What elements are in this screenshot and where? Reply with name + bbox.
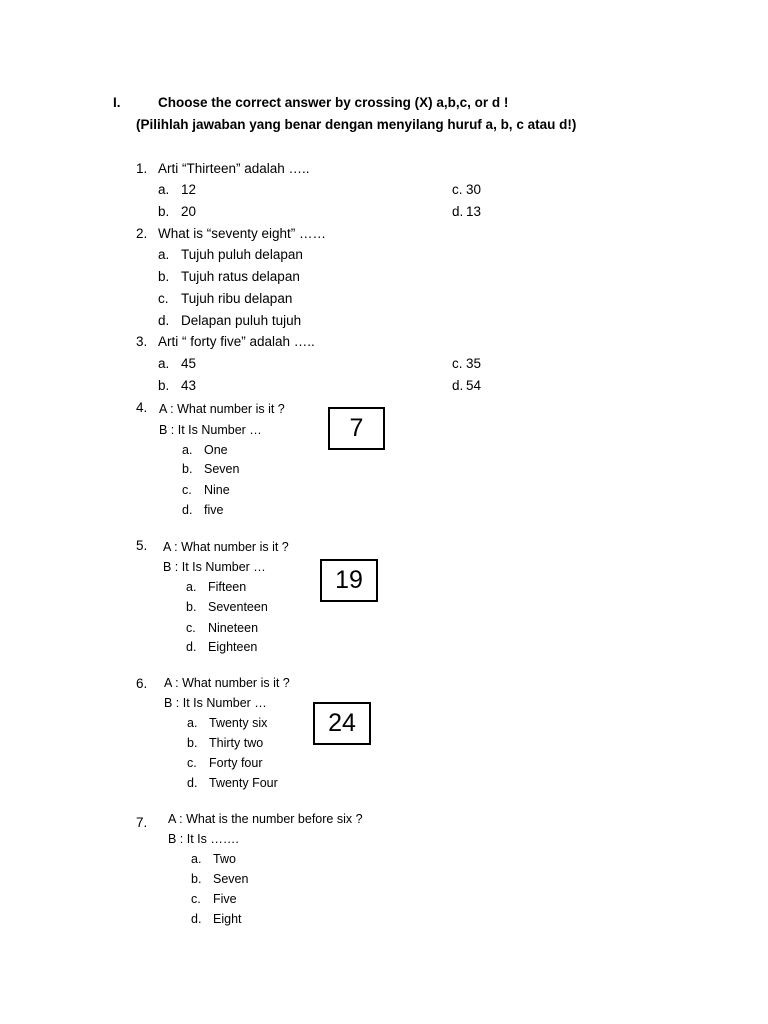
option-letter: a. bbox=[187, 716, 198, 730]
option-text: Nine bbox=[204, 483, 230, 497]
section-numeral: I. bbox=[113, 95, 121, 110]
option-letter: b. bbox=[158, 269, 170, 284]
option-text: 45 bbox=[181, 356, 197, 371]
option-letter: d. bbox=[187, 776, 198, 790]
option-text: Seven bbox=[213, 872, 249, 886]
option-text: 43 bbox=[181, 378, 197, 393]
option-text: 30 bbox=[466, 182, 482, 197]
option-letter: a. bbox=[186, 580, 197, 594]
question-text: Arti “ forty five” adalah ….. bbox=[158, 334, 315, 349]
instruction-indonesian: (Pilihlah jawaban yang benar dengan menyilang huruf a, b, c atau d!) bbox=[136, 117, 577, 132]
number-box: 19 bbox=[320, 559, 378, 602]
option-letter: d. bbox=[182, 503, 193, 517]
option-letter: b. bbox=[186, 600, 197, 614]
option-text: Five bbox=[213, 892, 237, 906]
option-text: Thirty two bbox=[209, 736, 264, 750]
option-letter: c. bbox=[186, 621, 196, 635]
option-text: Eighteen bbox=[208, 640, 258, 654]
question-number: 4. bbox=[136, 400, 148, 415]
option-text: 13 bbox=[466, 204, 482, 219]
option-letter: a. bbox=[191, 852, 202, 866]
option-text: Nineteen bbox=[208, 621, 259, 635]
question-number: 5. bbox=[136, 538, 148, 553]
option-letter: b. bbox=[158, 378, 170, 393]
option-text: Fifteen bbox=[208, 580, 247, 594]
option-letter: d. bbox=[186, 640, 197, 654]
option-letter: d. bbox=[191, 912, 202, 926]
option-letter: c. bbox=[452, 182, 463, 197]
dialogue-b: B : It Is Number … bbox=[163, 560, 266, 574]
option-letter: c. bbox=[182, 483, 192, 497]
dialogue-b: B : It Is ……. bbox=[168, 832, 239, 846]
dialogue-a: A : What number is it ? bbox=[159, 402, 285, 416]
option-letter: d. bbox=[452, 204, 464, 219]
question-number: 2. bbox=[136, 226, 148, 241]
option-text: 54 bbox=[466, 378, 482, 393]
option-text: 20 bbox=[181, 204, 197, 219]
option-text: 35 bbox=[466, 356, 482, 371]
option-letter: b. bbox=[158, 204, 170, 219]
dialogue-b: B : It Is Number … bbox=[159, 423, 262, 437]
number-box: 7 bbox=[328, 407, 385, 450]
option-letter: d. bbox=[452, 378, 464, 393]
option-text: Tujuh ratus delapan bbox=[181, 269, 300, 284]
question-text: Arti “Thirteen” adalah ….. bbox=[158, 161, 310, 176]
option-letter: a. bbox=[158, 247, 170, 262]
option-text: Forty four bbox=[209, 756, 263, 770]
option-text: Seven bbox=[204, 462, 240, 476]
instruction-english: Choose the correct answer by crossing (X) a,b,c, or d ! bbox=[158, 95, 509, 110]
option-letter: c. bbox=[187, 756, 197, 770]
option-text: Delapan puluh tujuh bbox=[181, 313, 302, 328]
option-letter: b. bbox=[187, 736, 198, 750]
question-number: 3. bbox=[136, 334, 148, 349]
option-letter: b. bbox=[191, 872, 202, 886]
question-number: 6. bbox=[136, 676, 148, 691]
option-letter: c. bbox=[158, 291, 169, 306]
question-number: 7. bbox=[136, 815, 148, 830]
option-letter: a. bbox=[158, 356, 170, 371]
dialogue-a: A : What number is it ? bbox=[164, 676, 290, 690]
question-number: 1. bbox=[136, 161, 148, 176]
option-text: five bbox=[204, 503, 224, 517]
option-letter: d. bbox=[158, 313, 170, 328]
option-letter: a. bbox=[158, 182, 170, 197]
option-letter: a. bbox=[182, 443, 193, 457]
option-text: Eight bbox=[213, 912, 242, 926]
option-text: 12 bbox=[181, 182, 197, 197]
option-text: One bbox=[204, 443, 228, 457]
option-letter: b. bbox=[182, 462, 193, 476]
option-letter: c. bbox=[191, 892, 201, 906]
option-text: Tujuh ribu delapan bbox=[181, 291, 293, 306]
option-text: Two bbox=[213, 852, 236, 866]
dialogue-a: A : What is the number before six ? bbox=[168, 812, 363, 826]
option-text: Twenty Four bbox=[209, 776, 278, 790]
number-box: 24 bbox=[313, 702, 371, 745]
option-text: Twenty six bbox=[209, 716, 268, 730]
option-letter: c. bbox=[452, 356, 463, 371]
dialogue-b: B : It Is Number … bbox=[164, 696, 267, 710]
option-text: Seventeen bbox=[208, 600, 268, 614]
question-text: What is “seventy eight” …… bbox=[158, 226, 327, 241]
dialogue-a: A : What number is it ? bbox=[163, 540, 289, 554]
option-text: Tujuh puluh delapan bbox=[181, 247, 303, 262]
